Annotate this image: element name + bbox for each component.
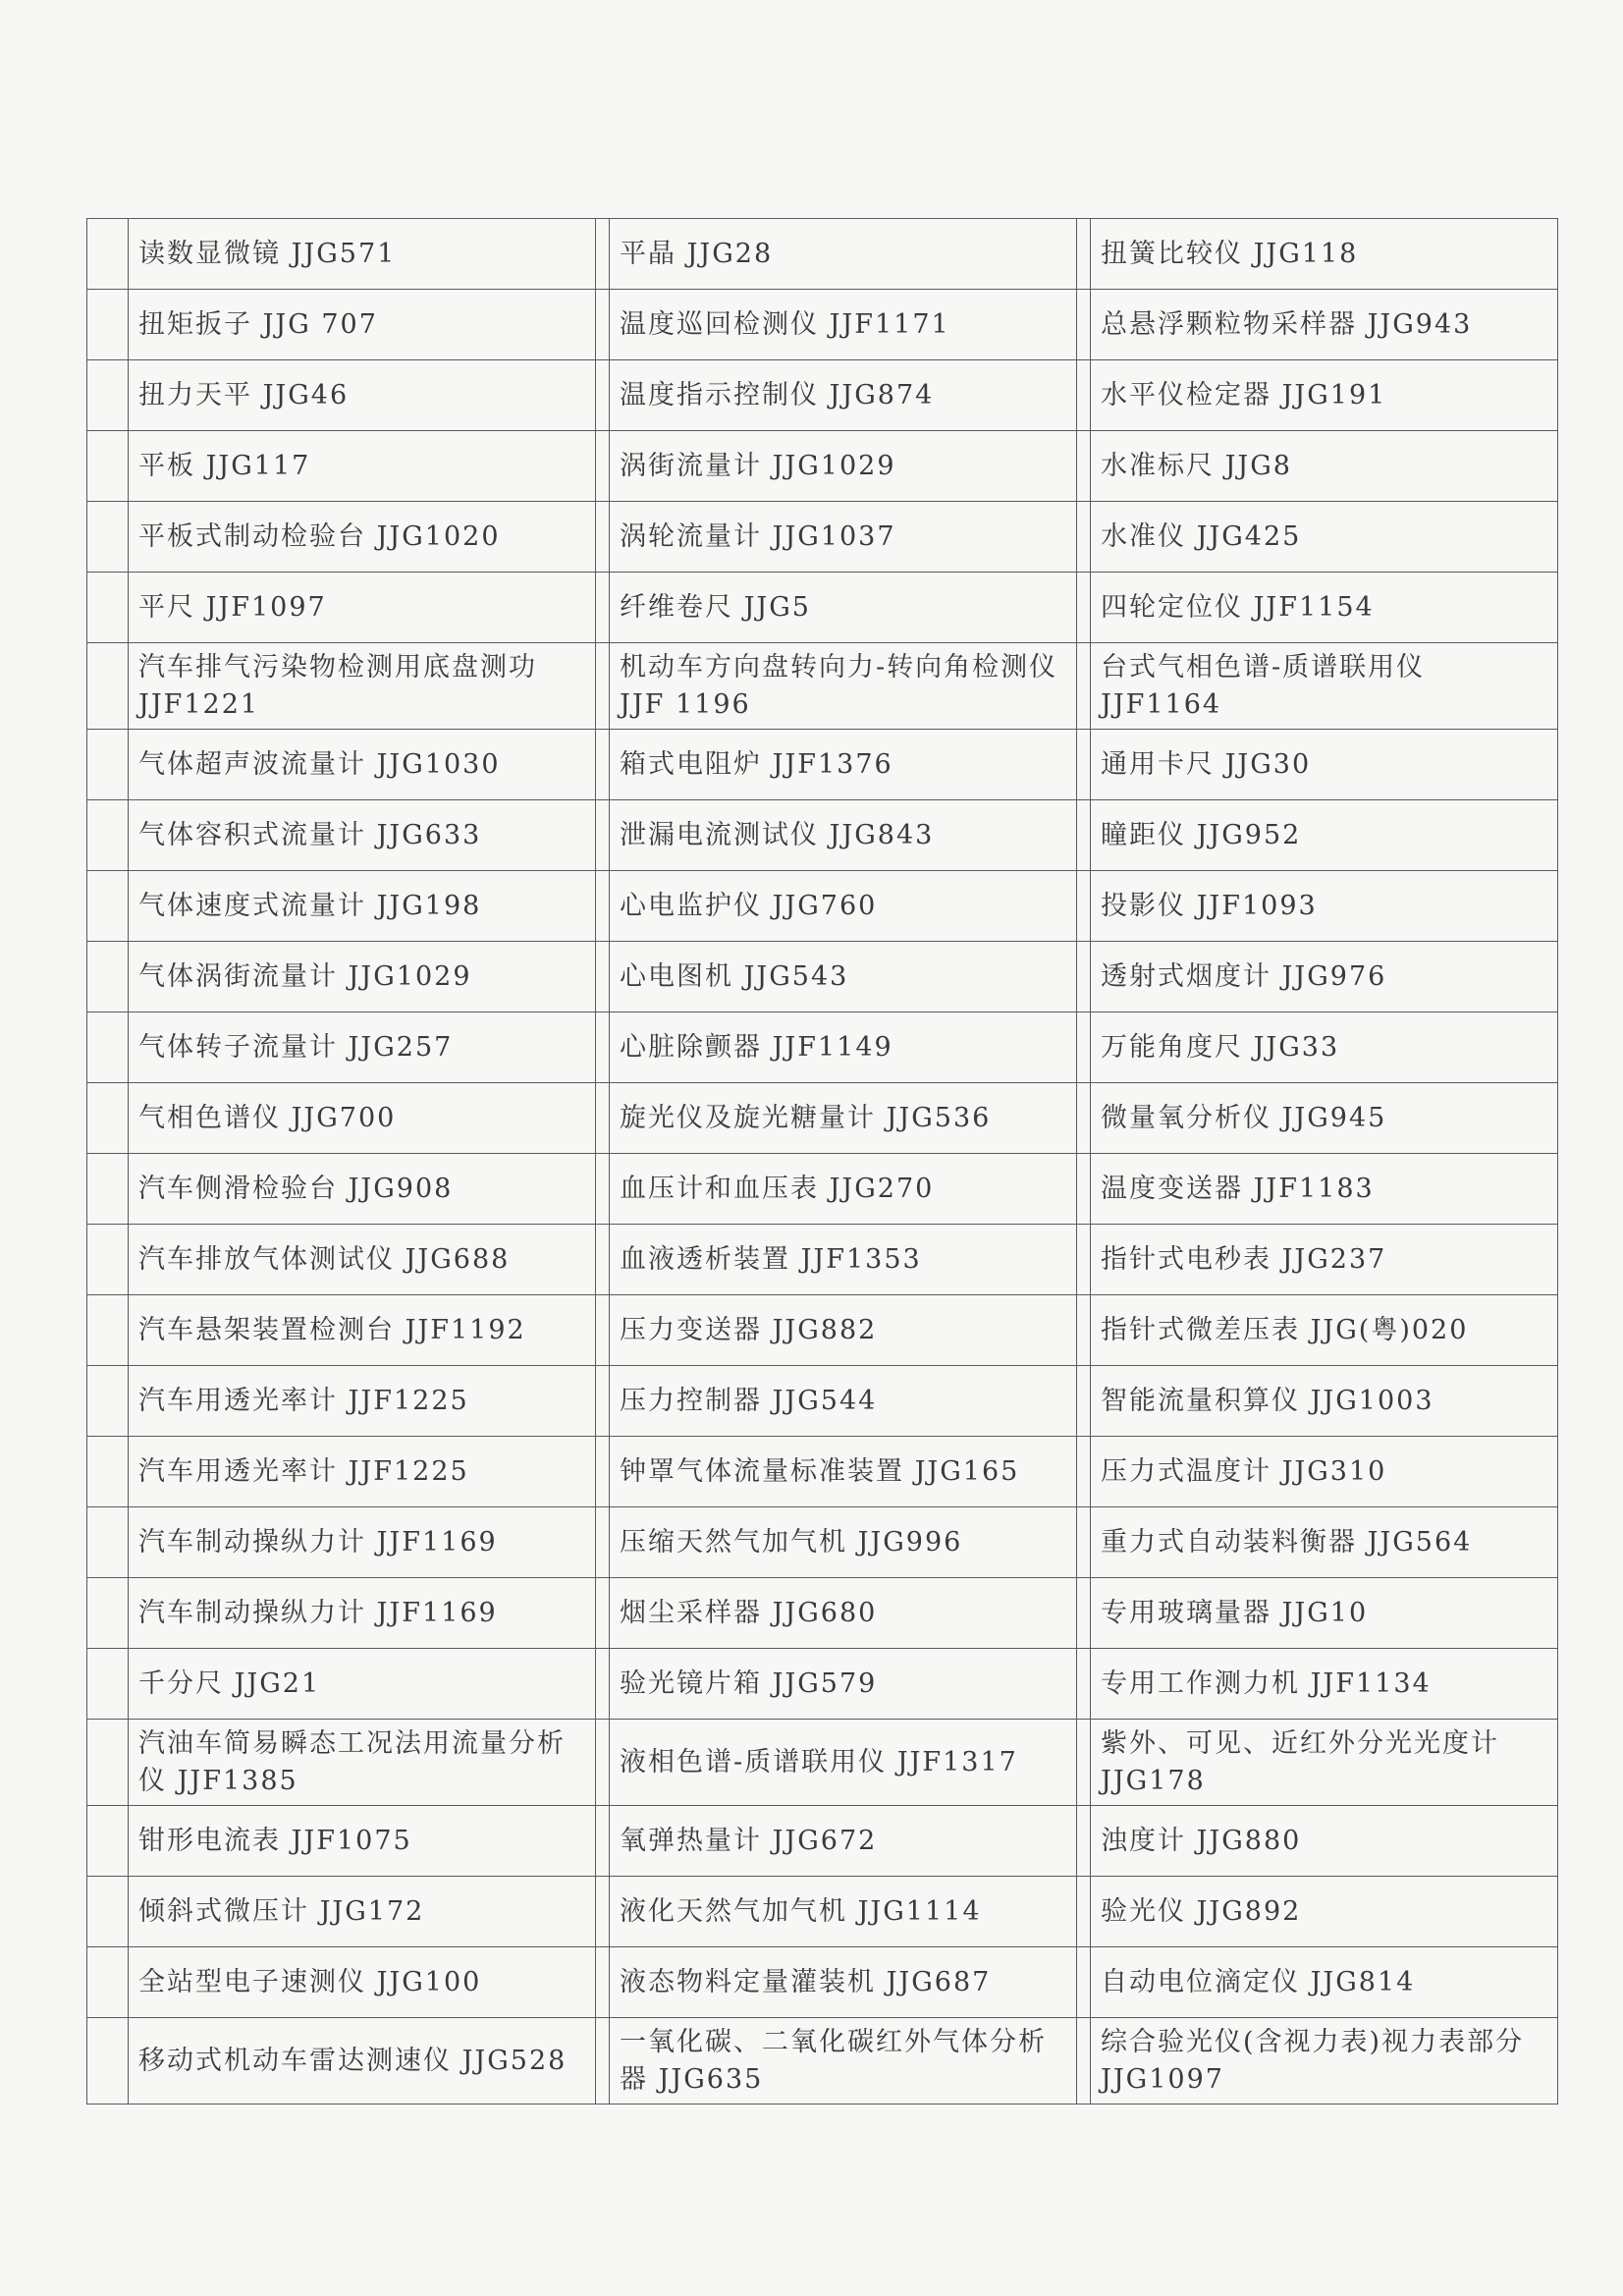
row-blank-cell [87, 1154, 129, 1225]
instrument-cell: 移动式机动车雷达测速仪 JJG528 [129, 2018, 596, 2105]
instrument-cell: 汽车用透光率计 JJF1225 [129, 1437, 596, 1507]
column-gap-cell [1077, 1578, 1091, 1649]
table-row [87, 1225, 1558, 1295]
instrument-cell: 智能流量积算仪 JJG1003 [1091, 1366, 1558, 1437]
column-gap-cell [596, 1012, 610, 1083]
column-gap-cell [596, 360, 610, 431]
instrument-cell: 氧弹热量计 JJG672 [610, 1806, 1077, 1877]
column-gap-cell [1077, 800, 1091, 871]
column-gap-cell [596, 730, 610, 800]
instrument-cell: 专用玻璃量器 JJG10 [1091, 1578, 1558, 1649]
row-blank-cell [87, 1366, 129, 1437]
instrument-cell: 汽车悬架装置检测台 JJF1192 [129, 1295, 596, 1366]
instrument-cell: 重力式自动装料衡器 JJG564 [1091, 1507, 1558, 1578]
instrument-cell: 透射式烟度计 JJG976 [1091, 942, 1558, 1012]
instrument-cell: 温度巡回检测仪 JJF1171 [610, 290, 1077, 360]
row-blank-cell [87, 573, 129, 643]
instrument-cell: 水平仪检定器 JJG191 [1091, 360, 1558, 431]
instrument-cell: 气体容积式流量计 JJG633 [129, 800, 596, 871]
instrument-cell: 指针式电秒表 JJG237 [1091, 1225, 1558, 1295]
instrument-cell: 机动车方向盘转向力-转向角检测仪 JJF 1196 [610, 643, 1077, 730]
instrument-cell: 验光仪 JJG892 [1091, 1877, 1558, 1947]
row-blank-cell [87, 800, 129, 871]
instrument-cell: 心脏除颤器 JJF1149 [610, 1012, 1077, 1083]
column-gap-cell [596, 290, 610, 360]
table-row [87, 1947, 1558, 2018]
column-gap-cell [1077, 1012, 1091, 1083]
row-blank-cell [87, 360, 129, 431]
row-blank-cell [87, 730, 129, 800]
instrument-cell: 汽车排放气体测试仪 JJG688 [129, 1225, 596, 1295]
row-blank-cell [87, 1083, 129, 1154]
instrument-cell: 一氧化碳、二氧化碳红外气体分析器 JJG635 [610, 2018, 1077, 2105]
instrument-cell: 汽车制动操纵力计 JJF1169 [129, 1578, 596, 1649]
column-gap-cell [596, 1083, 610, 1154]
table-row [87, 1806, 1558, 1877]
instrument-cell: 台式气相色谱-质谱联用仪 JJF1164 [1091, 643, 1558, 730]
table-row [87, 1437, 1558, 1507]
row-blank-cell [87, 942, 129, 1012]
column-gap-cell [1077, 1649, 1091, 1720]
instrument-cell: 扭簧比较仪 JJG118 [1091, 219, 1558, 290]
instrument-cell: 综合验光仪(含视力表)视力表部分 JJG1097 [1091, 2018, 1558, 2105]
column-gap-cell [596, 1295, 610, 1366]
column-gap-cell [1077, 942, 1091, 1012]
table-row [87, 1154, 1558, 1225]
instrument-cell: 浊度计 JJG880 [1091, 1806, 1558, 1877]
table-row [87, 1366, 1558, 1437]
column-gap-cell [1077, 2018, 1091, 2105]
instrument-cell: 压力变送器 JJG882 [610, 1295, 1077, 1366]
row-blank-cell [87, 643, 129, 730]
table-row [87, 800, 1558, 871]
table-row [87, 360, 1558, 431]
instrument-cell: 平尺 JJF1097 [129, 573, 596, 643]
instrument-cell: 汽车排气污染物检测用底盘测功 JJF1221 [129, 643, 596, 730]
instrument-cell: 气体转子流量计 JJG257 [129, 1012, 596, 1083]
row-blank-cell [87, 871, 129, 942]
instrument-cell: 读数显微镜 JJG571 [129, 219, 596, 290]
table-row [87, 2018, 1558, 2105]
instrument-cell: 气体速度式流量计 JJG198 [129, 871, 596, 942]
column-gap-cell [596, 871, 610, 942]
instrument-cell: 心电监护仪 JJG760 [610, 871, 1077, 942]
column-gap-cell [1077, 1295, 1091, 1366]
instrument-cell: 千分尺 JJG21 [129, 1649, 596, 1720]
instrument-cell: 紫外、可见、近红外分光光度计 JJG178 [1091, 1720, 1558, 1806]
instrument-cell: 水准标尺 JJG8 [1091, 431, 1558, 502]
table-row [87, 1295, 1558, 1366]
table-row [87, 1083, 1558, 1154]
column-gap-cell [596, 1806, 610, 1877]
column-gap-cell [596, 219, 610, 290]
instrument-cell: 气体超声波流量计 JJG1030 [129, 730, 596, 800]
row-blank-cell [87, 1578, 129, 1649]
row-blank-cell [87, 2018, 129, 2105]
table-row [87, 643, 1558, 730]
instrument-cell: 液化天然气加气机 JJG1114 [610, 1877, 1077, 1947]
table-row [87, 219, 1558, 290]
column-gap-cell [1077, 219, 1091, 290]
instrument-cell: 汽车制动操纵力计 JJF1169 [129, 1507, 596, 1578]
column-gap-cell [596, 573, 610, 643]
column-gap-cell [1077, 431, 1091, 502]
instrument-cell: 烟尘采样器 JJG680 [610, 1578, 1077, 1649]
instrument-cell: 液态物料定量灌装机 JJG687 [610, 1947, 1077, 2018]
column-gap-cell [596, 502, 610, 573]
column-gap-cell [596, 1225, 610, 1295]
instrument-cell: 验光镜片箱 JJG579 [610, 1649, 1077, 1720]
row-blank-cell [87, 1012, 129, 1083]
table-row [87, 1720, 1558, 1806]
instrument-cell: 投影仪 JJF1093 [1091, 871, 1558, 942]
instrument-cell: 瞳距仪 JJG952 [1091, 800, 1558, 871]
row-blank-cell [87, 1649, 129, 1720]
table-row [87, 502, 1558, 573]
column-gap-cell [1077, 1154, 1091, 1225]
instrument-cell: 指针式微差压表 JJG(粤)020 [1091, 1295, 1558, 1366]
column-gap-cell [1077, 360, 1091, 431]
instrument-cell: 旋光仪及旋光糖量计 JJG536 [610, 1083, 1077, 1154]
column-gap-cell [1077, 290, 1091, 360]
instrument-cell: 气相色谱仪 JJG700 [129, 1083, 596, 1154]
column-gap-cell [1077, 1083, 1091, 1154]
row-blank-cell [87, 1806, 129, 1877]
column-gap-cell [1077, 1507, 1091, 1578]
column-gap-cell [1077, 871, 1091, 942]
instrument-cell: 倾斜式微压计 JJG172 [129, 1877, 596, 1947]
instrument-cell: 纤维卷尺 JJG5 [610, 573, 1077, 643]
table-row [87, 1507, 1558, 1578]
column-gap-cell [596, 942, 610, 1012]
instrument-cell: 箱式电阻炉 JJF1376 [610, 730, 1077, 800]
instrument-cell: 平板式制动检验台 JJG1020 [129, 502, 596, 573]
column-gap-cell [596, 1877, 610, 1947]
table-row [87, 1877, 1558, 1947]
column-gap-cell [596, 1578, 610, 1649]
column-gap-cell [596, 431, 610, 502]
column-gap-cell [1077, 1947, 1091, 2018]
column-gap-cell [596, 1154, 610, 1225]
instrument-cell: 水准仪 JJG425 [1091, 502, 1558, 573]
table-row [87, 942, 1558, 1012]
row-blank-cell [87, 1507, 129, 1578]
row-blank-cell [87, 290, 129, 360]
column-gap-cell [1077, 1806, 1091, 1877]
table-row [87, 1649, 1558, 1720]
instrument-cell: 通用卡尺 JJG30 [1091, 730, 1558, 800]
instrument-cell: 扭矩扳子 JJG 707 [129, 290, 596, 360]
instrument-cell: 血压计和血压表 JJG270 [610, 1154, 1077, 1225]
instrument-cell: 平晶 JJG28 [610, 219, 1077, 290]
row-blank-cell [87, 431, 129, 502]
instrument-cell: 钳形电流表 JJF1075 [129, 1806, 596, 1877]
table-row [87, 573, 1558, 643]
instrument-cell: 自动电位滴定仪 JJG814 [1091, 1947, 1558, 2018]
instrument-cell: 钟罩气体流量标准装置 JJG165 [610, 1437, 1077, 1507]
row-blank-cell [87, 1947, 129, 2018]
column-gap-cell [596, 1720, 610, 1806]
instrument-cell: 专用工作测力机 JJF1134 [1091, 1649, 1558, 1720]
row-blank-cell [87, 1225, 129, 1295]
column-gap-cell [596, 1366, 610, 1437]
column-gap-cell [596, 2018, 610, 2105]
instrument-table-body [87, 219, 1558, 2105]
instrument-cell: 液相色谱-质谱联用仪 JJF1317 [610, 1720, 1077, 1806]
row-blank-cell [87, 502, 129, 573]
column-gap-cell [1077, 730, 1091, 800]
instrument-cell: 压缩天然气加气机 JJG996 [610, 1507, 1077, 1578]
column-gap-cell [596, 1947, 610, 2018]
column-gap-cell [596, 1507, 610, 1578]
instrument-cell: 微量氧分析仪 JJG945 [1091, 1083, 1558, 1154]
column-gap-cell [596, 643, 610, 730]
column-gap-cell [1077, 643, 1091, 730]
column-gap-cell [1077, 1225, 1091, 1295]
row-blank-cell [87, 1877, 129, 1947]
row-blank-cell [87, 1437, 129, 1507]
instrument-cell: 扭力天平 JJG46 [129, 360, 596, 431]
column-gap-cell [596, 1437, 610, 1507]
instrument-cell: 平板 JJG117 [129, 431, 596, 502]
instrument-cell: 涡轮流量计 JJG1037 [610, 502, 1077, 573]
table-row [87, 1578, 1558, 1649]
table-row [87, 290, 1558, 360]
instrument-cell: 压力式温度计 JJG310 [1091, 1437, 1558, 1507]
instrument-cell: 汽车用透光率计 JJF1225 [129, 1366, 596, 1437]
table-row [87, 1012, 1558, 1083]
column-gap-cell [1077, 502, 1091, 573]
instrument-cell: 压力控制器 JJG544 [610, 1366, 1077, 1437]
instrument-cell: 万能角度尺 JJG33 [1091, 1012, 1558, 1083]
table-row [87, 431, 1558, 502]
row-blank-cell [87, 1720, 129, 1806]
instrument-table [86, 218, 1558, 2105]
table-row [87, 871, 1558, 942]
instrument-cell: 泄漏电流测试仪 JJG843 [610, 800, 1077, 871]
instrument-cell: 总悬浮颗粒物采样器 JJG943 [1091, 290, 1558, 360]
row-blank-cell [87, 1295, 129, 1366]
instrument-cell: 汽油车简易瞬态工况法用流量分析仪 JJF1385 [129, 1720, 596, 1806]
instrument-cell: 汽车侧滑检验台 JJG908 [129, 1154, 596, 1225]
table-row [87, 730, 1558, 800]
instrument-cell: 涡街流量计 JJG1029 [610, 431, 1077, 502]
column-gap-cell [1077, 1437, 1091, 1507]
row-blank-cell [87, 219, 129, 290]
column-gap-cell [596, 800, 610, 871]
instrument-cell: 血液透析装置 JJF1353 [610, 1225, 1077, 1295]
column-gap-cell [1077, 1720, 1091, 1806]
instrument-cell: 气体涡街流量计 JJG1029 [129, 942, 596, 1012]
instrument-cell: 全站型电子速测仪 JJG100 [129, 1947, 596, 2018]
column-gap-cell [596, 1649, 610, 1720]
column-gap-cell [1077, 573, 1091, 643]
column-gap-cell [1077, 1877, 1091, 1947]
instrument-cell: 四轮定位仪 JJF1154 [1091, 573, 1558, 643]
instrument-cell: 心电图机 JJG543 [610, 942, 1077, 1012]
instrument-cell: 温度变送器 JJF1183 [1091, 1154, 1558, 1225]
column-gap-cell [1077, 1366, 1091, 1437]
instrument-cell: 温度指示控制仪 JJG874 [610, 360, 1077, 431]
